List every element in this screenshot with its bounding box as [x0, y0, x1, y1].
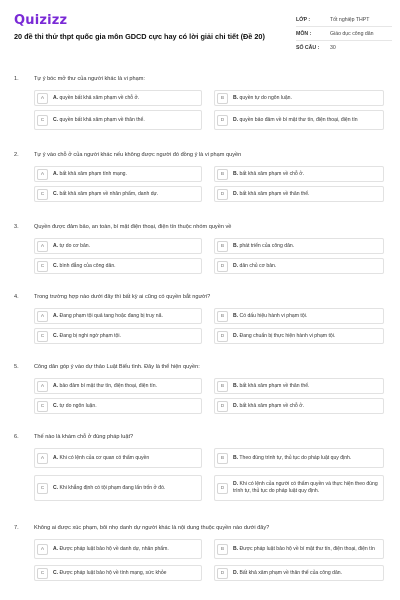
option-text: [53, 191, 158, 198]
option-letter: B.: [233, 454, 239, 461]
option-letter: D.: [233, 116, 239, 123]
option-a[interactable]: [34, 90, 202, 106]
option-d[interactable]: [214, 475, 384, 501]
option-content: Được pháp luật bảo hộ về bí mật thư tín, điện thoại, điện tín: [239, 545, 375, 552]
option-badge: D: [217, 483, 228, 494]
meta-row-subject: [296, 27, 392, 41]
option-content: quyền bất khả xâm phạm về chỗ ở.: [59, 94, 140, 101]
option-badge: B: [217, 381, 228, 392]
option-letter: A.: [53, 170, 59, 177]
option-b[interactable]: [214, 166, 384, 182]
option-letter: A.: [53, 545, 59, 552]
question-number: 2.: [14, 152, 19, 158]
option-text: [233, 383, 309, 390]
option-content: Theo đúng trình tự, thủ tục do pháp luật quy định.: [239, 454, 352, 461]
option-text: [53, 243, 90, 250]
option-c[interactable]: [34, 186, 202, 202]
meta-row-class: [296, 13, 392, 27]
option-content: bất khả xâm phạm về nhân phẩm, danh dự.: [59, 190, 159, 197]
option-text: [53, 171, 127, 178]
option-badge: B: [217, 241, 228, 252]
option-letter: C.: [53, 262, 59, 269]
option-content: Bất khả xâm phạm về thân thể của công dân.: [239, 569, 343, 576]
option-badge: A: [37, 169, 48, 180]
option-letter: D.: [233, 481, 239, 488]
option-badge: D: [217, 401, 228, 412]
meta-value: Tốt nghiệp THPT: [330, 16, 370, 23]
option-text: [233, 95, 292, 102]
option-a[interactable]: [34, 308, 202, 324]
option-c[interactable]: [34, 110, 202, 130]
option-letter: B.: [233, 242, 239, 249]
option-content: Được pháp luật bảo hộ về danh dự, nhân phẩm.: [59, 545, 169, 552]
meta-label: MÔN :: [296, 30, 312, 37]
option-content: phát triển của công dân.: [239, 242, 295, 249]
question-number: 6.: [14, 434, 19, 440]
option-content: bảo đảm bí mật thư tín, điện thoại, điện tín.: [59, 382, 157, 389]
option-text: [53, 263, 116, 270]
option-letter: D.: [233, 190, 239, 197]
option-badge: C: [37, 189, 48, 200]
option-badge: D: [217, 115, 228, 126]
option-text: [233, 171, 304, 178]
option-letter: B.: [233, 545, 239, 552]
option-d[interactable]: [214, 258, 384, 274]
option-c[interactable]: [34, 475, 202, 501]
option-content: Đang phạm tội quả tang hoặc đang bị truy nã.: [59, 312, 163, 319]
option-b[interactable]: [214, 238, 384, 254]
option-content: bất khả xâm phạm về thân thể.: [239, 382, 310, 389]
option-text: [233, 403, 304, 410]
option-content: quyền tự do ngôn luận.: [239, 94, 292, 101]
option-c[interactable]: [34, 565, 202, 581]
option-text: [233, 546, 375, 553]
option-d[interactable]: [214, 110, 384, 130]
meta-row-count: [296, 41, 392, 55]
option-a[interactable]: [34, 539, 202, 559]
option-b[interactable]: [214, 378, 384, 394]
option-text: [233, 243, 294, 250]
option-a[interactable]: [34, 378, 202, 394]
option-letter: C.: [53, 402, 59, 409]
option-text: [53, 117, 145, 124]
question-text: Công dân góp ý vào dự thảo Luật Biểu tình. Đây là thể hiện quyền:: [34, 364, 200, 370]
option-text: [53, 313, 163, 320]
meta-value: Giáo dục công dân: [330, 30, 374, 37]
option-letter: D.: [233, 402, 239, 409]
option-b[interactable]: [214, 448, 384, 468]
option-letter: A.: [53, 312, 59, 319]
option-text: [233, 313, 307, 320]
option-badge: C: [37, 331, 48, 342]
meta-label: LỚP :: [296, 16, 311, 23]
option-b[interactable]: [214, 539, 384, 559]
option-letter: A.: [53, 454, 59, 461]
question-text: Không ai được xúc phạm, bôi nhọ danh dự người khác là nội dung thuộc quyền nào dưới đây?: [34, 525, 270, 531]
option-badge: C: [37, 261, 48, 272]
option-a[interactable]: [34, 448, 202, 468]
option-content: bất khả xâm phạm về chỗ ở.: [239, 402, 305, 409]
option-a[interactable]: [34, 238, 202, 254]
meta-label: SỐ CÂU :: [296, 45, 320, 51]
option-content: Được pháp luật bảo hộ về tính mạng, sức khỏe: [59, 569, 167, 576]
option-text: [53, 455, 149, 462]
option-badge: A: [37, 453, 48, 464]
option-badge: A: [37, 544, 48, 555]
option-b[interactable]: [214, 90, 384, 106]
option-letter: A.: [53, 242, 59, 249]
document-header: [0, 0, 400, 62]
option-badge: B: [217, 93, 228, 104]
option-content: quyền bất khả xâm phạm về thân thể.: [59, 116, 145, 123]
question-number: 5.: [14, 364, 19, 370]
option-text: [233, 117, 358, 124]
option-d[interactable]: [214, 398, 384, 414]
option-badge: B: [217, 453, 228, 464]
option-content: Khi khẳng định có tội phạm đang lẩn trốn ở đó.: [59, 484, 166, 491]
option-badge: C: [37, 483, 48, 494]
option-letter: B.: [233, 382, 239, 389]
option-text: [53, 403, 97, 410]
question-text: Thế nào là khám chỗ ở đúng pháp luật?: [34, 434, 134, 440]
option-badge: B: [217, 544, 228, 555]
option-content: tự do ngôn luận.: [59, 402, 97, 409]
option-text: [233, 455, 351, 462]
option-content: Khi có lệnh của người có thẩm quyền và thực hiện theo đúng trình tự, thủ tục do pháp luật quy định.: [233, 481, 378, 494]
option-d[interactable]: [214, 186, 384, 202]
option-content: quyền bảo đảm về bí mật thư tín, điện thoại, điện tín: [239, 116, 358, 123]
option-content: dân chủ cơ bản.: [239, 262, 277, 269]
option-badge: A: [37, 241, 48, 252]
option-badge: C: [37, 115, 48, 126]
option-letter: C.: [53, 484, 59, 491]
option-letter: B.: [233, 170, 239, 177]
question-number: 4.: [14, 294, 19, 300]
meta-value: 30: [330, 45, 336, 51]
option-badge: D: [217, 261, 228, 272]
option-c[interactable]: [34, 258, 202, 274]
option-badge: A: [37, 381, 48, 392]
option-c[interactable]: [34, 328, 202, 344]
question-text: Quyền được đảm bảo, an toàn, bí mật điện thoại, điện tín thuộc nhóm quyền về: [34, 224, 232, 230]
meta-table: [296, 13, 392, 55]
option-content: Khi có lệnh của cơ quan có thẩm quyền: [59, 454, 150, 461]
option-badge: C: [37, 568, 48, 579]
question-number: 3.: [14, 224, 19, 230]
option-text: [233, 333, 335, 340]
option-badge: A: [37, 93, 48, 104]
option-badge: A: [37, 311, 48, 322]
option-badge: D: [217, 189, 228, 200]
option-content: Có dấu hiệu hành vi phạm tội.: [239, 312, 308, 319]
option-letter: C.: [53, 116, 59, 123]
option-letter: C.: [53, 569, 59, 576]
option-content: tự do cơ bản.: [59, 242, 91, 249]
option-letter: C.: [53, 190, 59, 197]
question-number: 7.: [14, 525, 19, 531]
option-letter: D.: [233, 262, 239, 269]
question-number: 1.: [14, 76, 19, 82]
option-content: bất khả xâm phạm về thân thể.: [239, 190, 310, 197]
option-content: Đang bị nghi ngờ phạm tội.: [59, 332, 121, 339]
option-content: bình đẳng của công dân.: [59, 262, 116, 269]
option-badge: D: [217, 331, 228, 342]
option-content: bất khả xâm phạm tính mạng.: [59, 170, 127, 177]
option-text: [233, 481, 380, 495]
option-d[interactable]: [214, 565, 384, 581]
option-a[interactable]: [34, 166, 202, 182]
question-text: Trong trường hợp nào dưới đây thì bất kỳ ai cũng có quyền bắt người?: [34, 294, 211, 300]
option-c[interactable]: [34, 398, 202, 414]
question-text: Tự ý bóc mở thư của người khác là vi phạm:: [34, 76, 145, 82]
option-d[interactable]: [214, 328, 384, 344]
option-badge: D: [217, 568, 228, 579]
option-badge: C: [37, 401, 48, 412]
option-text: [53, 383, 157, 390]
option-letter: A.: [53, 382, 59, 389]
option-text: [53, 485, 165, 492]
option-letter: D.: [233, 569, 239, 576]
option-badge: B: [217, 169, 228, 180]
option-b[interactable]: [214, 308, 384, 324]
option-letter: C.: [53, 332, 59, 339]
option-content: Đang chuẩn bị thực hiện hành vi phạm tội.: [239, 332, 336, 339]
question-text: Tự ý vào chỗ ở của người khác nếu không được người đó đồng ý là vi phạm quyền: [34, 152, 242, 158]
option-letter: B.: [233, 94, 239, 101]
option-badge: B: [217, 311, 228, 322]
document-title: 20 đề thi thử thpt quốc gia môn GDCD cực hay có lời giải chi tiết (Đề 20): [14, 32, 265, 41]
quizizz-logo: Quizizz: [14, 13, 68, 28]
option-content: bất khả xâm phạm về chỗ ở.: [239, 170, 305, 177]
option-letter: B.: [233, 312, 239, 319]
option-text: [53, 546, 169, 553]
option-letter: D.: [233, 332, 239, 339]
option-text: [233, 263, 276, 270]
option-text: [53, 333, 121, 340]
option-text: [233, 570, 342, 577]
option-text: [233, 191, 309, 198]
option-text: [53, 570, 167, 577]
option-letter: A.: [53, 94, 59, 101]
option-text: [53, 95, 139, 102]
